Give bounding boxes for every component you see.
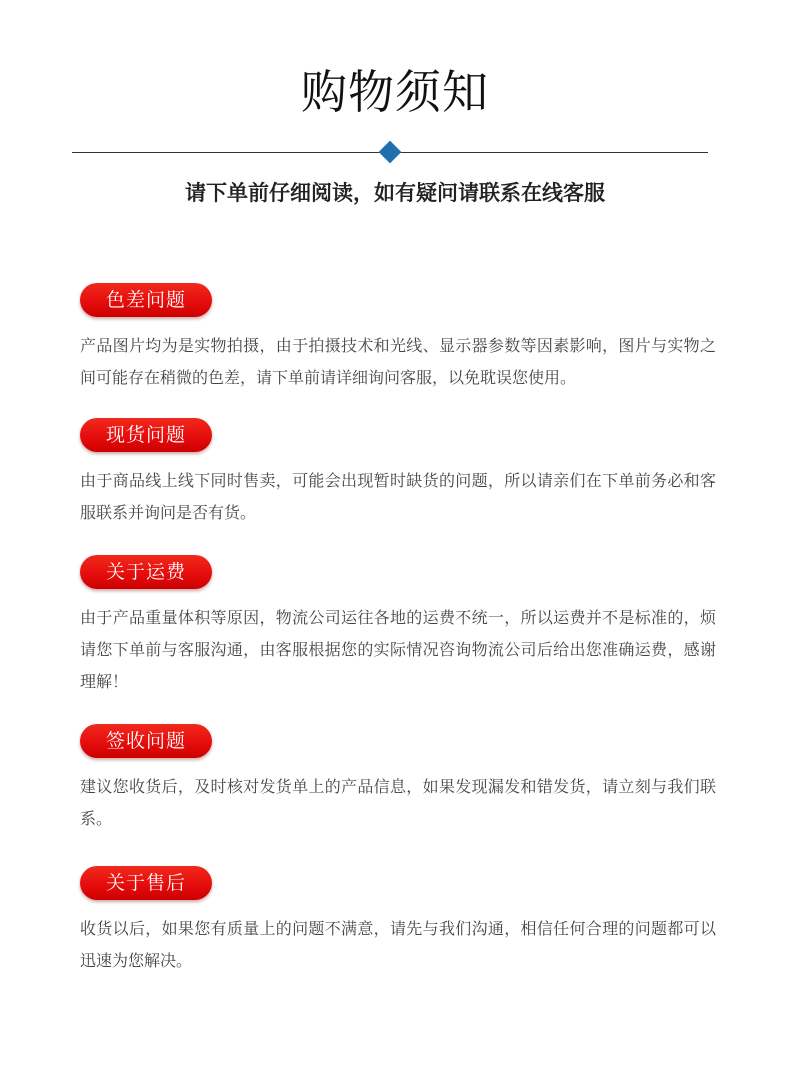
section-body-text: 产品图片均为是实物拍摄，由于拍摄技术和光线、显示器参数等因素影响，图片与实物之间可能存在稍微的色差，请下单前请详细询问客服，以免耽误您使用。 xyxy=(80,336,716,387)
section-heading-badge: 签收问题 xyxy=(80,724,212,758)
section-body-text: 建议您收货后，及时核对发货单上的产品信息，如果发现漏发和错发货，请立刻与我们联系。 xyxy=(80,777,716,828)
section-body-text: 收货以后，如果您有质量上的问题不满意，请先与我们沟通，相信任何合理的问题都可以迅速为您解决。 xyxy=(80,919,716,970)
section-receipt xyxy=(80,724,720,835)
diamond-icon xyxy=(379,141,402,164)
section-heading-badge: 色差问题 xyxy=(80,283,212,317)
section-body-text: 由于商品线上线下同时售卖，可能会出现暂时缺货的问题，所以请亲们在下单前务必和客服联系并询问是否有货。 xyxy=(80,471,716,522)
page-title: 购物须知 xyxy=(301,65,489,119)
section-heading-badge: 关于售后 xyxy=(80,866,212,900)
section-shipping-fee xyxy=(80,555,720,698)
section-body-text: 由于产品重量体积等原因，物流公司运往各地的运费不统一，所以运费并不是标准的，烦请您下单前与客服沟通，由客服根据您的实际情况咨询物流公司后给出您准确运费，感谢理解！ xyxy=(80,608,716,691)
section-after-sales xyxy=(80,866,720,977)
page-subtitle: 请下单前仔细阅读，如有疑问请联系在线客服 xyxy=(185,181,605,205)
section-color-difference xyxy=(80,283,720,394)
section-heading-badge: 现货问题 xyxy=(80,418,212,452)
section-stock xyxy=(80,418,720,529)
section-heading-badge: 关于运费 xyxy=(80,555,212,589)
